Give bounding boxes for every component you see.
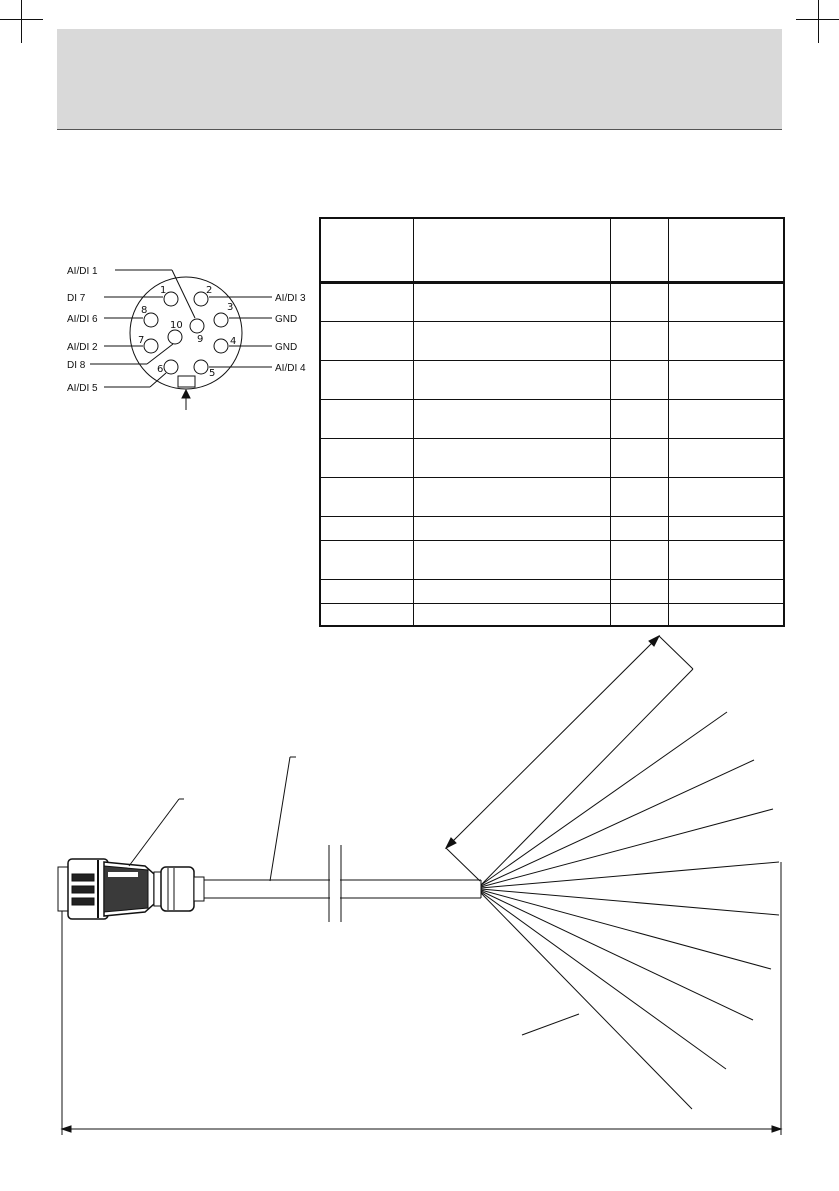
- connector-face-pinout: [90, 270, 272, 410]
- label-ai-di-2: AI/DI 2: [67, 342, 98, 353]
- label-gnd-lower: GND: [275, 342, 298, 353]
- pin-number-9: 9: [197, 334, 204, 345]
- label-ai-di-6: AI/DI 6: [67, 314, 98, 325]
- strip-length-dimension: [446, 636, 693, 881]
- pin-number-5: 5: [209, 368, 216, 379]
- wire: [481, 893, 692, 1109]
- cable-leader: [270, 757, 290, 881]
- label-ai-di-1: AI/DI 1: [67, 266, 98, 277]
- orientation-arrow-head: [182, 390, 190, 398]
- label-ai-di-5: AI/DI 5: [67, 383, 98, 394]
- label-ai-di-3: AI/DI 3: [275, 293, 306, 304]
- pin-number-10: 10: [170, 320, 183, 331]
- pin-number-7: 7: [138, 335, 145, 346]
- wire: [481, 892, 726, 1069]
- pin-number-1: 1: [160, 285, 167, 296]
- pin-number-6: 6: [157, 364, 164, 375]
- connector-outline: [130, 277, 242, 389]
- pin-number-3: 3: [227, 302, 234, 313]
- fanned-wires: [481, 669, 779, 1109]
- pin-number-8: 8: [141, 305, 148, 316]
- label-di-7: DI 7: [67, 293, 86, 304]
- wire: [481, 669, 693, 885]
- wire: [481, 891, 753, 1020]
- connector-leader: [129, 799, 179, 866]
- label-di-8: DI 8: [67, 360, 86, 371]
- wire: [481, 760, 754, 886]
- cable-assembly: [58, 636, 781, 1135]
- label-ai-di-4: AI/DI 4: [275, 363, 306, 374]
- label-gnd-upper: GND: [275, 314, 298, 325]
- m16-connector: [58, 859, 204, 919]
- pin-number-2: 2: [206, 285, 213, 296]
- coding-key: [178, 376, 195, 387]
- wires-leader: [522, 1014, 579, 1035]
- pin-number-4: 4: [230, 336, 237, 347]
- wire: [481, 712, 727, 885]
